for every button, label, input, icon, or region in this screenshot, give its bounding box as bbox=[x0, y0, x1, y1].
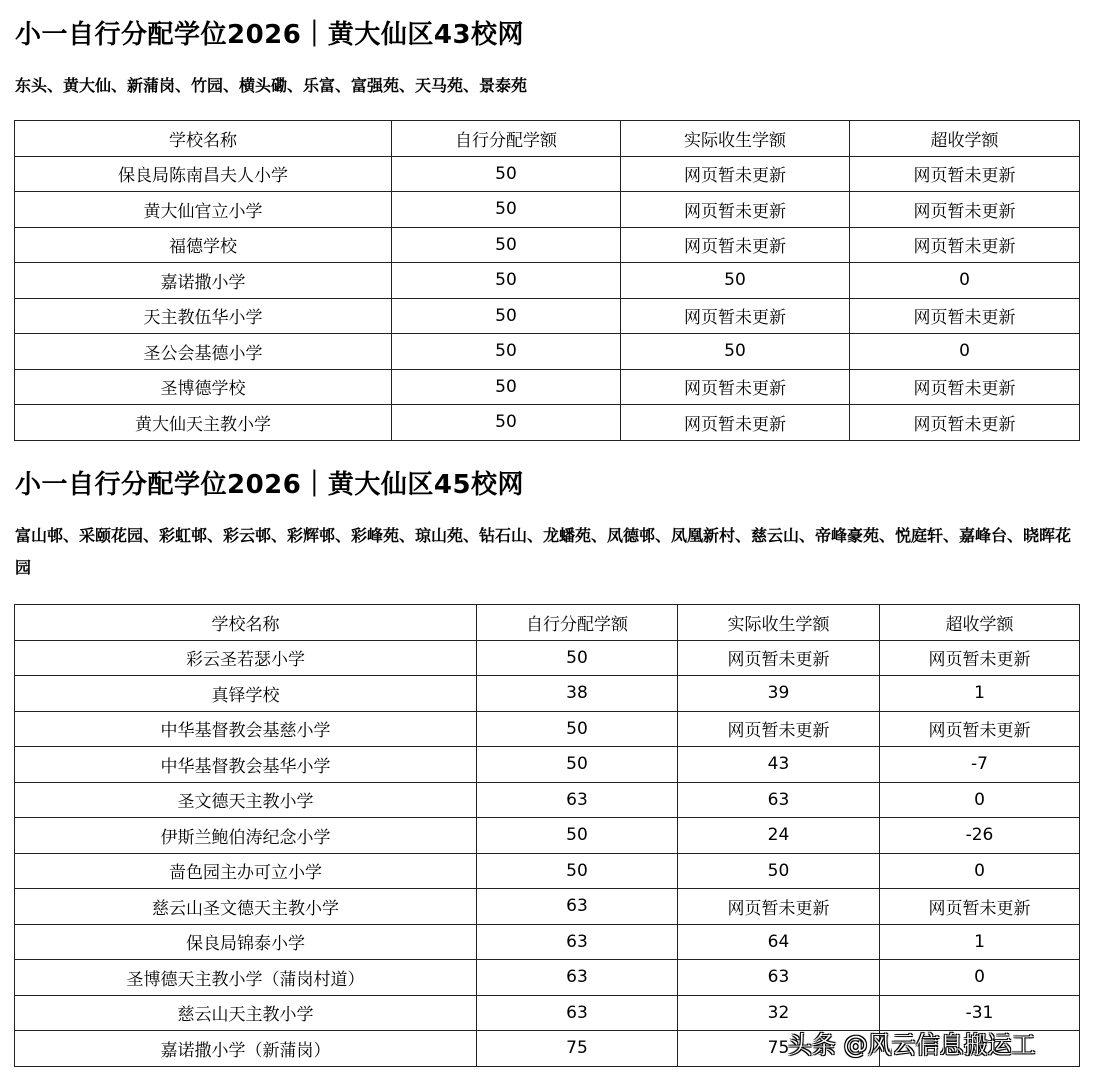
school-name-cell: 慈云山圣文德天主教小学 bbox=[15, 889, 477, 925]
school-name-cell: 圣公会基德小学 bbox=[15, 334, 392, 370]
column-header-over: 超收学额 bbox=[850, 121, 1080, 157]
over-cell: -7 bbox=[880, 747, 1080, 783]
actual-cell: 网页暂未更新 bbox=[621, 405, 850, 441]
allocated-cell: 50 bbox=[477, 747, 678, 783]
school-name-cell: 黄大仙天主教小学 bbox=[15, 405, 392, 441]
over-cell: 0 bbox=[880, 782, 1080, 818]
section1-areas: 东头、黄大仙、新蒲岗、竹园、横头磡、乐富、富强苑、天马苑、景泰苑 bbox=[15, 76, 528, 95]
table-row bbox=[15, 227, 1080, 263]
allocated-cell: 50 bbox=[392, 263, 621, 299]
table-row bbox=[15, 782, 1080, 818]
over-cell: 0 bbox=[850, 263, 1080, 299]
school-name-cell: 啬色园主办可立小学 bbox=[15, 853, 477, 889]
allocated-cell: 75 bbox=[477, 1031, 678, 1067]
over-cell: -26 bbox=[880, 818, 1080, 854]
allocated-cell: 50 bbox=[477, 818, 678, 854]
actual-cell: 50 bbox=[621, 334, 850, 370]
column-header-allocated: 自行分配学额 bbox=[477, 605, 678, 641]
over-cell: 网页暂未更新 bbox=[850, 227, 1080, 263]
column-header-school-name: 学校名称 bbox=[15, 605, 477, 641]
actual-cell: 63 bbox=[678, 782, 880, 818]
table-row bbox=[15, 853, 1080, 889]
table-row bbox=[15, 334, 1080, 370]
table-row bbox=[15, 960, 1080, 996]
actual-cell: 64 bbox=[678, 924, 880, 960]
school-name-cell: 真铎学校 bbox=[15, 676, 477, 712]
column-header-actual: 实际收生学额 bbox=[678, 605, 880, 641]
over-cell: 网页暂未更新 bbox=[880, 889, 1080, 925]
allocated-cell: 50 bbox=[392, 192, 621, 228]
table-header-row bbox=[15, 605, 1080, 641]
table-row bbox=[15, 263, 1080, 299]
actual-cell: 网页暂未更新 bbox=[678, 640, 880, 676]
allocated-cell: 63 bbox=[477, 924, 678, 960]
actual-cell: 网页暂未更新 bbox=[621, 298, 850, 334]
table-row bbox=[15, 676, 1080, 712]
school-name-cell: 中华基督教会基华小学 bbox=[15, 747, 477, 783]
over-cell: 网页暂未更新 bbox=[880, 640, 1080, 676]
table-row bbox=[15, 889, 1080, 925]
school-name-cell: 慈云山天主教小学 bbox=[15, 995, 477, 1031]
actual-cell: 网页暂未更新 bbox=[621, 192, 850, 228]
actual-cell: 32 bbox=[678, 995, 880, 1031]
over-cell: 网页暂未更新 bbox=[850, 369, 1080, 405]
watermark: 头条 @风云信息搬运工 bbox=[788, 1031, 1036, 1059]
table-row bbox=[15, 369, 1080, 405]
allocated-cell: 50 bbox=[392, 405, 621, 441]
table-header-row bbox=[15, 121, 1080, 157]
table-row bbox=[15, 405, 1080, 441]
school-name-cell: 黄大仙官立小学 bbox=[15, 192, 392, 228]
column-header-school-name: 学校名称 bbox=[15, 121, 392, 157]
school-name-cell: 圣博德天主教小学（蒲岗村道） bbox=[15, 960, 477, 996]
actual-cell: 网页暂未更新 bbox=[621, 369, 850, 405]
section2-areas: 富山邨、采颐花园、彩虹邨、彩云邨、彩辉邨、彩峰苑、琼山苑、钻石山、龙蟠苑、凤德邨、凤凰新村、慈云山、帝峰豪苑、悦庭轩、嘉峰台、晓晖花园 bbox=[15, 526, 1072, 577]
school-name-cell: 圣博德学校 bbox=[15, 369, 392, 405]
over-cell: -31 bbox=[880, 995, 1080, 1031]
allocated-cell: 50 bbox=[477, 853, 678, 889]
section1-title: 小一自行分配学位2026｜黄大仙区43校网 bbox=[15, 20, 525, 50]
allocated-cell: 50 bbox=[477, 640, 678, 676]
allocated-cell: 50 bbox=[392, 156, 621, 192]
actual-cell: 50 bbox=[678, 853, 880, 889]
over-cell: 1 bbox=[880, 924, 1080, 960]
school-name-cell: 中华基督教会基慈小学 bbox=[15, 711, 477, 747]
actual-cell: 网页暂未更新 bbox=[678, 889, 880, 925]
over-cell: 网页暂未更新 bbox=[880, 711, 1080, 747]
over-cell: 1 bbox=[880, 676, 1080, 712]
actual-cell: 75 bbox=[678, 1031, 880, 1067]
actual-cell: 网页暂未更新 bbox=[678, 711, 880, 747]
school-name-cell: 保良局锦泰小学 bbox=[15, 924, 477, 960]
allocated-cell: 50 bbox=[392, 227, 621, 263]
over-cell: 0 bbox=[880, 853, 1080, 889]
over-cell: 网页暂未更新 bbox=[850, 192, 1080, 228]
school-name-cell: 嘉诺撒小学 bbox=[15, 263, 392, 299]
school-name-cell: 彩云圣若瑟小学 bbox=[15, 640, 477, 676]
allocated-cell: 63 bbox=[477, 960, 678, 996]
over-cell: 网页暂未更新 bbox=[850, 405, 1080, 441]
table-row bbox=[15, 156, 1080, 192]
allocated-cell: 50 bbox=[392, 334, 621, 370]
table-row bbox=[15, 747, 1080, 783]
allocated-cell: 63 bbox=[477, 782, 678, 818]
school-name-cell: 保良局陈南昌夫人小学 bbox=[15, 156, 392, 192]
actual-cell: 63 bbox=[678, 960, 880, 996]
table-row bbox=[15, 192, 1080, 228]
over-cell: 0 bbox=[850, 334, 1080, 370]
table-row bbox=[15, 640, 1080, 676]
actual-cell: 网页暂未更新 bbox=[621, 227, 850, 263]
actual-cell: 43 bbox=[678, 747, 880, 783]
column-header-over: 超收学额 bbox=[880, 605, 1080, 641]
table-row bbox=[15, 818, 1080, 854]
column-header-actual: 实际收生学额 bbox=[621, 121, 850, 157]
allocated-cell: 38 bbox=[477, 676, 678, 712]
actual-cell: 39 bbox=[678, 676, 880, 712]
allocated-cell: 63 bbox=[477, 995, 678, 1031]
school-name-cell: 伊斯兰鲍伯涛纪念小学 bbox=[15, 818, 477, 854]
school-name-cell: 嘉诺撒小学（新蒲岗） bbox=[15, 1031, 477, 1067]
school-name-cell: 圣文德天主教小学 bbox=[15, 782, 477, 818]
school-name-cell: 福德学校 bbox=[15, 227, 392, 263]
school-table-43 bbox=[14, 120, 1080, 441]
school-table-45 bbox=[14, 604, 1080, 1067]
table-row bbox=[15, 298, 1080, 334]
allocated-cell: 63 bbox=[477, 889, 678, 925]
over-cell: 网页暂未更新 bbox=[850, 298, 1080, 334]
over-cell: 网页暂未更新 bbox=[850, 156, 1080, 192]
actual-cell: 50 bbox=[621, 263, 850, 299]
allocated-cell: 50 bbox=[392, 369, 621, 405]
table-row bbox=[15, 924, 1080, 960]
table-row bbox=[15, 711, 1080, 747]
column-header-allocated: 自行分配学额 bbox=[392, 121, 621, 157]
over-cell: 0 bbox=[880, 960, 1080, 996]
allocated-cell: 50 bbox=[477, 711, 678, 747]
school-name-cell: 天主教伍华小学 bbox=[15, 298, 392, 334]
actual-cell: 24 bbox=[678, 818, 880, 854]
actual-cell: 网页暂未更新 bbox=[621, 156, 850, 192]
section2-title: 小一自行分配学位2026｜黄大仙区45校网 bbox=[15, 470, 525, 500]
allocated-cell: 50 bbox=[392, 298, 621, 334]
